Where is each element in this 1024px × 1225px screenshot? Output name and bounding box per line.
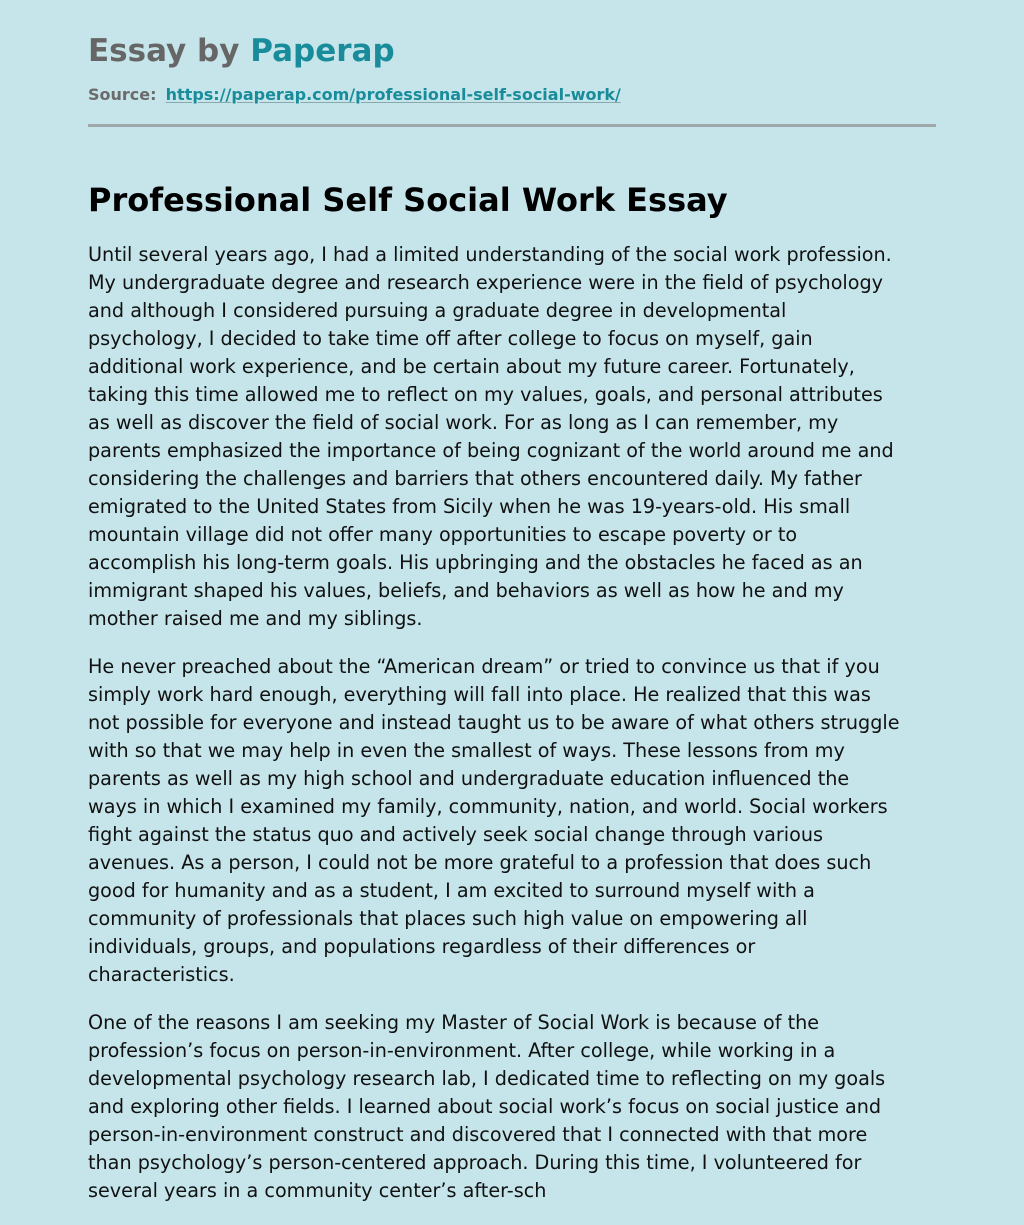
paragraph-2 [88, 653, 936, 989]
text-line: several years in a community center’s after-sch [88, 1179, 547, 1202]
text-line: He never preached about the “American dream” or tried to convince us that if you [88, 655, 880, 678]
text-line: simply work hard enough, everything will fall into place. He realized that this was [88, 683, 871, 706]
text-line: mother raised me and my siblings. [88, 607, 423, 630]
text-line: characteristics. [88, 963, 235, 986]
text-line: than psychology’s person-centered approach. During this time, I volunteered for [88, 1151, 862, 1174]
essay-title: Professional Self Social Work Essay [88, 181, 728, 219]
text-line: and although I considered pursuing a graduate degree in developmental [88, 299, 787, 322]
text-line: community of professionals that places such high value on empowering all [88, 907, 808, 930]
paragraph-1 [88, 241, 936, 633]
text-line: good for humanity and as a student, I am excited to surround myself with a [88, 879, 815, 902]
brand-prefix: Essay by [88, 33, 251, 69]
source-label: Source: [88, 85, 157, 104]
text-line: psychology, I decided to take time off after college to focus on myself, gain [88, 327, 813, 350]
text-line: developmental psychology research lab, I dedicated time to reflecting on my goals [88, 1067, 886, 1090]
text-line: as well as discover the field of social work. For as long as I can remember, my [88, 411, 839, 434]
text-line: immigrant shaped his values, beliefs, and behaviors as well as how he and my [88, 579, 844, 602]
text-line: additional work experience, and be certain about my future career. Fortunately, [88, 355, 855, 378]
text-line: ways in which I examined my family, community, nation, and world. Social workers [88, 795, 888, 818]
essay-body [88, 241, 936, 1225]
source-link[interactable]: https://paperap.com/professional-self-social-work/ [165, 85, 621, 104]
brand-name: Paperap [250, 33, 395, 69]
header-divider [88, 124, 936, 127]
text-line: fight against the status quo and actively seek social change through various [88, 823, 824, 846]
text-line: individuals, groups, and populations regardless of their differences or [88, 935, 756, 958]
text-line: parents as well as my high school and undergraduate education influenced the [88, 767, 850, 790]
text-line: and exploring other fields. I learned about social work’s focus on social justice and [88, 1095, 882, 1118]
text-line: My undergraduate degree and research experience were in the field of psychology [88, 271, 884, 294]
text-line: mountain village did not offer many opportunities to escape poverty or to [88, 523, 798, 546]
text-line: taking this time allowed me to reflect on my values, goals, and personal attributes [88, 383, 883, 406]
text-line: person-in-environment construct and discovered that I connected with that more [88, 1123, 868, 1146]
text-line: considering the challenges and barriers that others encountered daily. My father [88, 467, 862, 490]
source-line [88, 84, 936, 106]
text-line: One of the reasons I am seeking my Master of Social Work is because of the [88, 1011, 820, 1034]
text-line: emigrated to the United States from Sicily when he was 19-years-old. His small [88, 495, 851, 518]
site-header [88, 30, 936, 106]
text-line: not possible for everyone and instead taught us to be aware of what others struggle [88, 711, 900, 734]
text-line: parents emphasized the importance of being cognizant of the world around me and [88, 439, 894, 462]
text-line: profession’s focus on person-in-environment. After college, while working in a [88, 1039, 836, 1062]
paragraph-3 [88, 1009, 936, 1205]
text-line: accomplish his long-term goals. His upbringing and the obstacles he faced as an [88, 551, 863, 574]
brand-logo[interactable] [88, 30, 936, 72]
text-line: avenues. As a person, I could not be more grateful to a profession that does such [88, 851, 872, 874]
text-line: Until several years ago, I had a limited understanding of the social work profession. [88, 243, 892, 266]
text-line: with so that we may help in even the smallest of ways. These lessons from my [88, 739, 845, 762]
